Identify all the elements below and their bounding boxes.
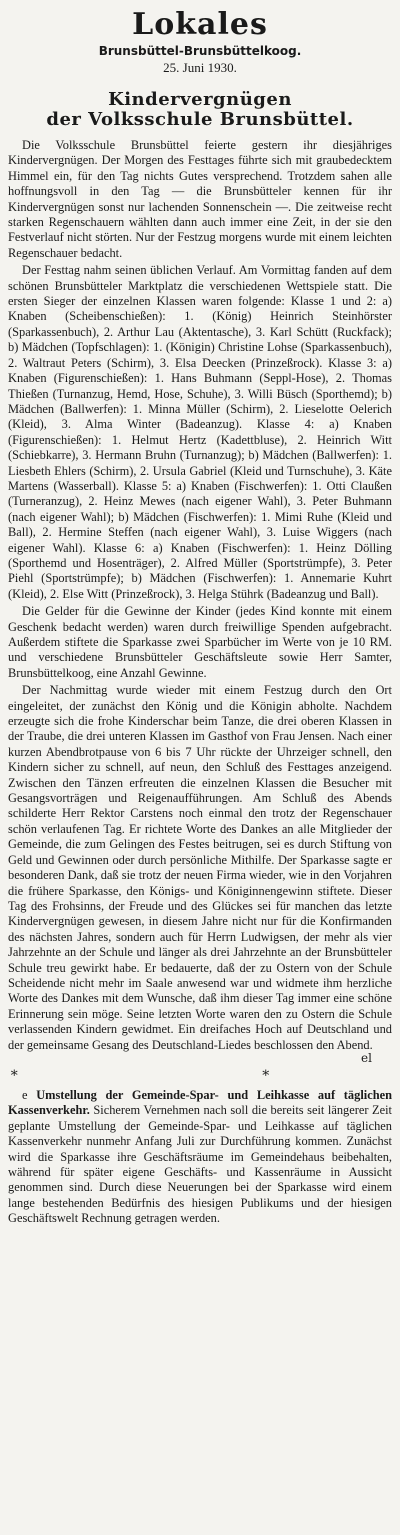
notice-letter: e — [22, 1087, 28, 1102]
article-headline — [0, 90, 400, 130]
section-title: Lokales — [132, 7, 268, 42]
article-paragraph: Der Festtag nahm seinen üblichen Verlauf. Am Vormittag fanden auf dem schönen Brunsbütteler Marktplatz die verschiedenen Wettspiele statt. Die ersten Sieger der einzelnen Klassen waren folgende: Klasse 1 und 2: a) Knaben (Scheibenschießen): 1. (König) Heinrich Steinhörster (Sparkassenbuch), 2. Arthur Lau (Aktentasche), 3. Karl Schütt (Ruckfack); b) Mädchen (Topfschlagen): 1. (Königin) Christine Lohse (Sparkassenbuch), 2. Waltraut Peters (Schirm), 3. Elsa Deecken (Prinzeßrock). Klasse 3: a) Knaben (Figurenschießen): 1. Hans Buhmann (Seppl-Hose), 2. Thomas Thießen (Turnanzug, Hemd, Hose, Schuhe), 3. Willi Büsch (Sporthemd); b) Mädchen (Ballwerfen): 1. Minna Müller (Schirm), 2. Lieselotte Oelerich (Kleid), 3. Alma Winter (Badeanzug). Klasse 4: a) Knaben (Figurenschießen): 1. Helmut Hertz (Kadettbluse), 2. Heinrich Witt (Schiebkarre), 3. Hermann Bruhn (Turnanzug); b) Mädchen (Ballwerfen): 1. Liesbeth Ehlers (Schirm), 2. Ursula Gabriel (Kleid und Turnschuhe), 3. Käte Martens (Wasserball). Klasse 5: a) Knaben (Fischwerfen): 1. Otti Claußen (Turneranzug), 2. Heinz Mewes (nach eigener Wahl), 3. Peter Buhmann (nach eigener Wahl); b) Mädchen (Fischwerfen): 1. Mimi Ruhe (Kleid und Ball), 2. Hermine Steffen (nach eigener Wahl), 3. Luise Wiggers (nach eigener Wahl). Klasse 6: a) Knaben (Fischwerfen): 1. Heinz Dölling (Sporthemd und Hosenträger), 2. Alfred Müller (Sportstrümpfe), 3. Peter Piehl (Sportstrümpfe); b) Mädchen (Fischwerfen): 1. Annemarie Kuhrt (Kleid), 2. Else Witt (Prinzeßrock), 3. Helga Stührk (Badeanzug und Ball). — [8, 263, 392, 601]
separator-asterisks: * * — [10, 1067, 390, 1084]
section-header — [0, 7, 400, 76]
headline-line-2: der Volksschule Brunsbüttel. — [46, 109, 354, 130]
notice-paragraph — [8, 1088, 392, 1227]
article-paragraph: Die Gelder für die Gewinne der Kinder (jedes Kind konnte mit einem Geschenk bedacht werden) waren durch freiwillige Spenden aufgebracht. Außerdem stiftete die Sparkasse zwei Sparbücher im Werte von je 10 RM. und verschiedene Brunsbütteler Geschäftsleute sowie Herr Samter, Brunsbüttelkoog, eine Anzahl Gewinne. — [8, 604, 392, 680]
article-body — [0, 138, 400, 1227]
headline-line-1: Kindervergnügen — [108, 89, 292, 110]
newspaper-page — [0, 7, 400, 1535]
article-paragraph: Der Nachmittag wurde wieder mit einem Festzug durch den Ort eingeleitet, der zunächst den König und die Königin abholte. Nachdem erzeugte sich die frohe Kinderschar beim Tanze, die drei oberen Klassen in der Traube, die drei unteren Klassen im Gasthof von Frau Jensen. Nach einer kurzen Abendbrotpause von 6 bis 7 Uhr rückte der Uhrzeiger schnell, den Kindern sicher zu schnell, auf neun, den Schluß des Festtages anzeigend. Zwischen den Tänzen erfreuten die einzelnen Klassen die Besucher mit Gesangsvorträgen und Reigenaufführungen. Am Schluß des Abends schilderte Herr Rektor Carstens noch einmal den trotz der Regenschauer schön verlaufenen Tag. Er richtete Worte des Dankes an alle Mitglieder der Gemeinde, die zum Gelingen des Festes beitrugen, sei es durch Stiftung von Geld und Gewinnen oder durch persönliche Mithilfe. Der Sparkasse sagte er besonderen Dank, daß sie trotz der neuen Firma wieder, wie in den Vorjahren die frühere Sparkasse, den Königs- und Königinnengewinn stiftete. Dieser Tag des Frohsinns, der Freude und des Glückes sei für manchen das letzte Kindervergnügen gewesen, in diesem Jahre nicht nur für die Konfirmanden des nächsten Jahres, sondern auch für Herrn Ludwigsen, der mehr als vier Jahrzehnte an der Schule und länger als drei Jahrzehnte an der Brunsbütteler Schule treu gewirkt habe. Er bedauerte, daß der zu Ostern von der Schule Scheidende nicht mehr im Saale anwesend war und widmete ihm herzliche Worte des Dankes mit dem Wunsche, daß ihm dieser Tag immer eine schöne Erinnerung sein möge. Seine letzten Worte waren den zu Ostern die Schule verlassenden Kindern gewidmet. Ein dreifaches Hoch auf Deutschland und der gemeinsame Gesang des Deutschland-Liedes beschlossen den Abend. — [8, 683, 392, 1052]
place-line: Brunsbüttel-Brunsbüttelkoog. — [98, 44, 302, 58]
notice-body: Sicherem Vernehmen nach soll die bereits seit längerer Zeit geplante Umstellung der Gemeinde-Spar- und Leihkasse auf täglichen Kassenverkehr nunmehr Anfang Juli zur Durchführung kommen. Zunächst wird die Sparkasse ihre Geschäftsräume im Gemeindehaus beibehalten, während für später eigene Geschäfts- und Kassenräume in Aussicht genommen sind. Durch diese Neuerungen bei der Sparkasse wird einem lange bestehenden Bedürfnis des hiesigen Publikums und der hiesigen Geschäftswelt Rechnung getragen werden. — [8, 1103, 392, 1226]
author-signature: el — [361, 1050, 372, 1065]
date-line: 25. Juni 1930. — [163, 60, 237, 75]
article-paragraph: Die Volksschule Brunsbüttel feierte gestern ihr diesjähriges Kindervergnügen. Der Morgen des Festtages führte sich mit graubedecktem Himmel ein, für den Tag nichts Gutes versprechend. Trotzdem sahen alle hoffnungsvoll in den Tag — die Brunsbütteler kennen für ihr Kindervergnügen sonst nur lachenden Sonnenschein —. Die zeitweise recht starken Regenschauern wählten dann auch immer eine Zeit, in der sie den Festverlauf nicht störten. Nur der Festzug morgens wurde mit einem leichten Regenschauer bedacht. — [8, 138, 392, 260]
notice-headline: Umstellung der Gemeinde-Spar- und Leihkasse auf täglichen Kassenverkehr. — [8, 1087, 392, 1118]
